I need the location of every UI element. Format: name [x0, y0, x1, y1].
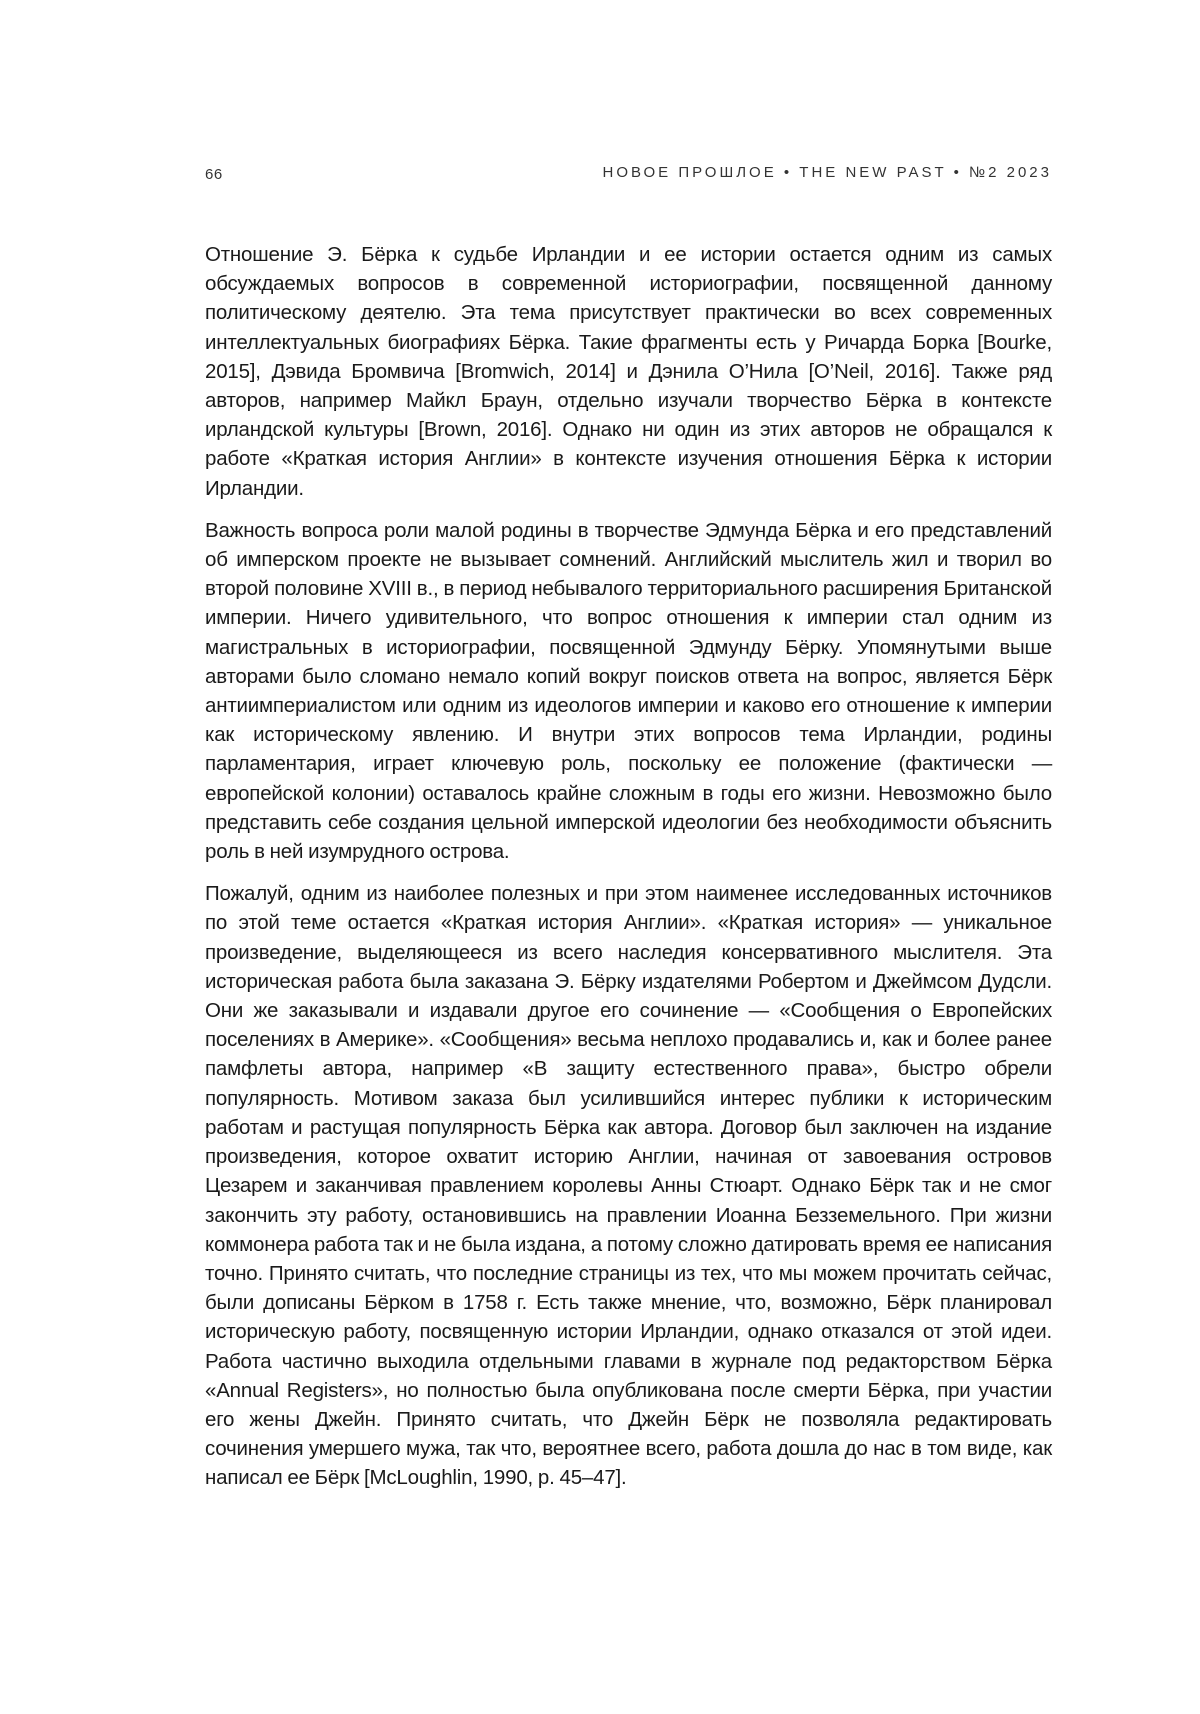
running-header: НОВОЕ ПРОШЛОЕ • THE NEW PAST • №2 2023 — [602, 164, 1052, 181]
journal-page — [0, 0, 1200, 1714]
page-number: 66 — [205, 166, 223, 183]
paragraph-3: Пожалуй, одним из наиболее полезных и при этом наименее исследованных источников по этой теме остается «Краткая история Англии». «Краткая история» — уникальное произведение, выделяющееся из всего наследия консервативного мыслителя. Эта историческая работа была заказана Э. Бёрку издателями Робертом и Джеймсом Дудсли. Они же заказывали и издавали другое его сочинение — «Сообщения о Европейских поселениях в Америке». «Сообщения» весьма неплохо продавались и, как и более ранее памфлеты автора, например «В защиту естественного права», быстро обрели популярность. Мотивом заказа был усилившийся интерес публики к историческим работам и растущая популярность Бёрка как автора. Договор был заключен на издание произведения, которое охватит историю Англии, начиная от завоевания островов Цезарем и заканчивая правлением королевы Анны Стюарт. Однако Бёрк так и не смог закончить эту работу, остановившись на правлении Иоанна Безземельного. При жизни коммонера работа так и не была издана, а потому сложно датировать время ее написания точно. Принято считать, что последние страницы из тех, что мы можем прочитать сейчас, были дописаны Бёрком в 1758 г. Есть также мнение, что, возможно, Бёрк планировал историческую работу, посвященную истории Ирландии, однако отказался от этой идеи. Работа частично выходила отдельными главами в журнале под редакторством Бёрка «Annual Registers», но полностью была опубликована после смерти Бёрка, при участии его жены Джейн. Принято считать, что Джейн Бёрк не позволяла редактировать сочинения умершего мужа, так что, вероятнее всего, работа дошла до нас в том виде, как написал ее Бёрк [McLoughlin, 1990, p. 45–47]. — [205, 879, 1052, 1492]
paragraph-2: Важность вопроса роли малой родины в творчестве Эдмунда Бёрка и его представлений об имперском проекте не вызывает сомнений. Английский мыслитель жил и творил во второй половине XVIII в., в период небывалого территориального расширения Британской империи. Ничего удивительного, что вопрос отношения к империи стал одним из магистральных в историографии, посвященной Эдмунду Бёрку. Упомянутыми выше авторами было сломано немало копий вокруг поисков ответа на вопрос, является Бёрк антиимпериалистом или одним из идеологов империи и каково его отношение к империи как историческому явлению. И внутри этих вопросов тема Ирландии, родины парламентария, играет ключевую роль, поскольку ее положение (фактически — европейской колонии) оставалось крайне сложным в годы его жизни. Невозможно было представить себе создания цельной имперской идеологии без необходимости объяснить роль в ней изумрудного острова. — [205, 516, 1052, 866]
body-text — [205, 240, 1052, 1506]
paragraph-1: Отношение Э. Бёрка к судьбе Ирландии и ее истории остается одним из самых обсуждаемых вопросов в современной историографии, посвященной данному политическому деятелю. Эта тема присутствует практически во всех современных интеллектуальных биографиях Бёрка. Такие фрагменты есть у Ричарда Борка [Bourke, 2015], Дэвида Бромвича [Bromwich, 2014] и Дэнила О’Нила [O’Neil, 2016]. Также ряд авторов, например Майкл Браун, отдельно изучали творчество Бёрка в контексте ирландской культуры [Brown, 2016]. Однако ни один из этих авторов не обращался к работе «Краткая история Англии» в контексте изучения отношения Бёрка к истории Ирландии. — [205, 240, 1052, 503]
